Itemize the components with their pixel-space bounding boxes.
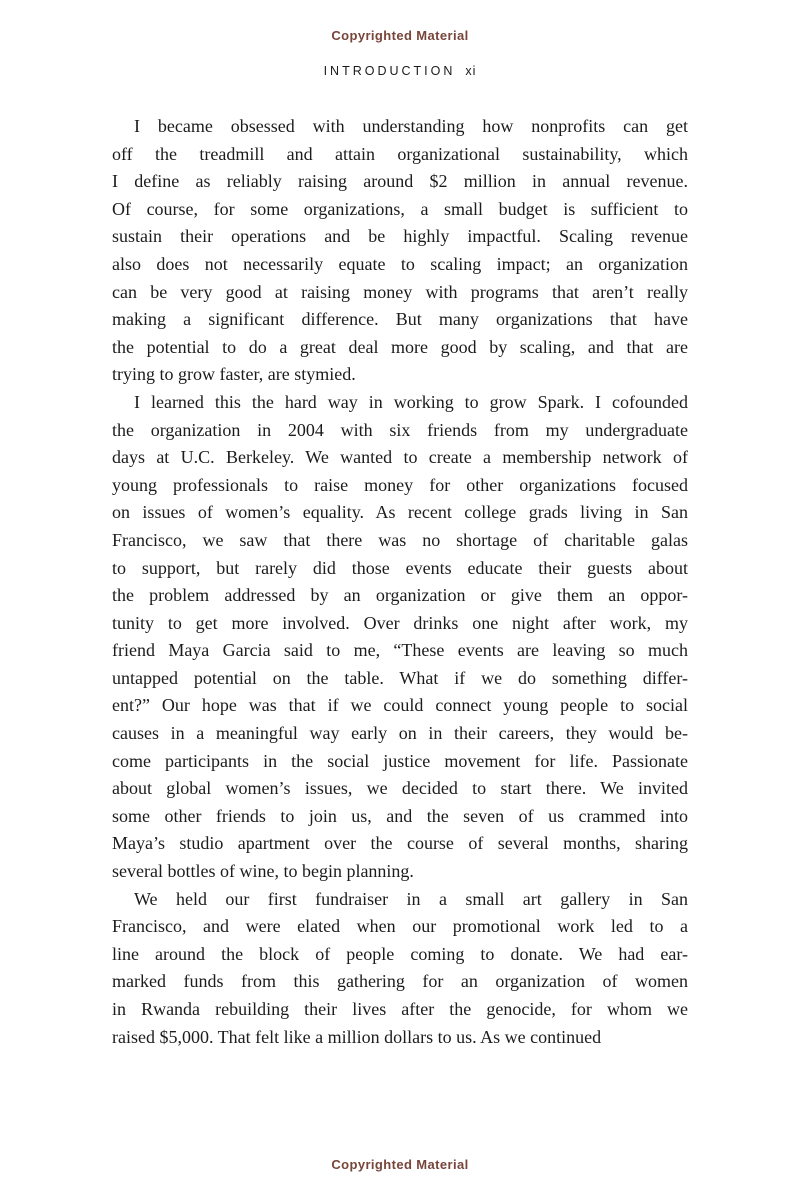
body-text bbox=[112, 113, 688, 1051]
text-line: the problem addressed by an organization or give them an oppor- bbox=[112, 585, 688, 606]
text-line: come participants in the social justice movement for life. Passionate bbox=[112, 750, 688, 771]
text-line: Of course, for some organizations, a small budget is sufficient to bbox=[112, 198, 688, 219]
paragraph bbox=[112, 886, 688, 1052]
text-line: on issues of women’s equality. As recent college grads living in San bbox=[112, 502, 688, 523]
text-line: in Rwanda rebuilding their lives after the genocide, for whom we bbox=[112, 999, 688, 1019]
text-line: ent?” Our hope was that if we could connect young people to social bbox=[112, 695, 688, 716]
text-line: sustain their operations and be highly impactful. Scaling revenue bbox=[112, 226, 688, 247]
chapter-title: INTRODUCTION bbox=[323, 64, 456, 78]
text-line: some other friends to join us, and the seven of us crammed into bbox=[112, 805, 688, 826]
text-line: I define as reliably raising around $2 million in annual revenue. bbox=[112, 171, 688, 192]
text-line: line around the block of people coming to donate. We had ear- bbox=[112, 943, 688, 964]
paragraph bbox=[112, 113, 688, 389]
text-line: Francisco, we saw that there was no shortage of charitable galas bbox=[112, 529, 688, 550]
copyright-notice-bottom: Copyrighted Material bbox=[331, 1157, 469, 1172]
text-line: tunity to get more involved. Over drinks one night after work, my bbox=[112, 612, 688, 633]
text-line: the organization in 2004 with six friends from my undergraduate bbox=[112, 419, 688, 440]
text-line: can be very good at raising money with programs that aren’t really bbox=[112, 281, 688, 302]
text-line: young professionals to raise money for other organizations focused bbox=[112, 474, 688, 495]
text-line: trying to grow faster, are stymied. bbox=[112, 364, 356, 385]
text-line: raised $5,000. That felt like a million dollars to us. As we continued bbox=[112, 1026, 602, 1047]
text-line: making a significant difference. But many organizations that have bbox=[112, 309, 688, 330]
text-line: causes in a meaningful way early on in their careers, they would be- bbox=[112, 723, 688, 744]
text-line: I became obsessed with understanding how nonprofits can get bbox=[134, 116, 688, 136]
running-head bbox=[0, 64, 800, 78]
text-line: marked funds from this gathering for an organization of women bbox=[112, 971, 688, 992]
page-number: xi bbox=[465, 64, 477, 78]
text-line: Francisco, and were elated when our promotional work led to a bbox=[112, 916, 688, 937]
text-line: the potential to do a great deal more good by scaling, and that are bbox=[112, 336, 688, 357]
text-line: days at U.C. Berkeley. We wanted to create a membership network of bbox=[112, 447, 688, 468]
text-line: I learned this the hard way in working to grow Spark. I cofounded bbox=[134, 391, 688, 412]
copyright-notice-top: Copyrighted Material bbox=[331, 28, 469, 43]
text-line: several bottles of wine, to begin planning. bbox=[112, 861, 414, 882]
text-line: friend Maya Garcia said to me, “These events are leaving so much bbox=[112, 640, 688, 661]
text-line: Maya’s studio apartment over the course of several months, sharing bbox=[112, 833, 688, 854]
text-line: untapped potential on the table. What if we do something differ- bbox=[112, 667, 688, 688]
text-line: to support, but rarely did those events educate their guests about bbox=[112, 557, 688, 578]
text-line: We held our first fundraiser in a small art gallery in San bbox=[134, 888, 688, 909]
text-line: also does not necessarily equate to scaling impact; an organization bbox=[112, 253, 688, 274]
paragraph bbox=[112, 389, 688, 886]
text-line: about global women’s issues, we decided to start there. We invited bbox=[112, 778, 688, 799]
text-line: off the treadmill and attain organizational sustainability, which bbox=[112, 143, 688, 164]
